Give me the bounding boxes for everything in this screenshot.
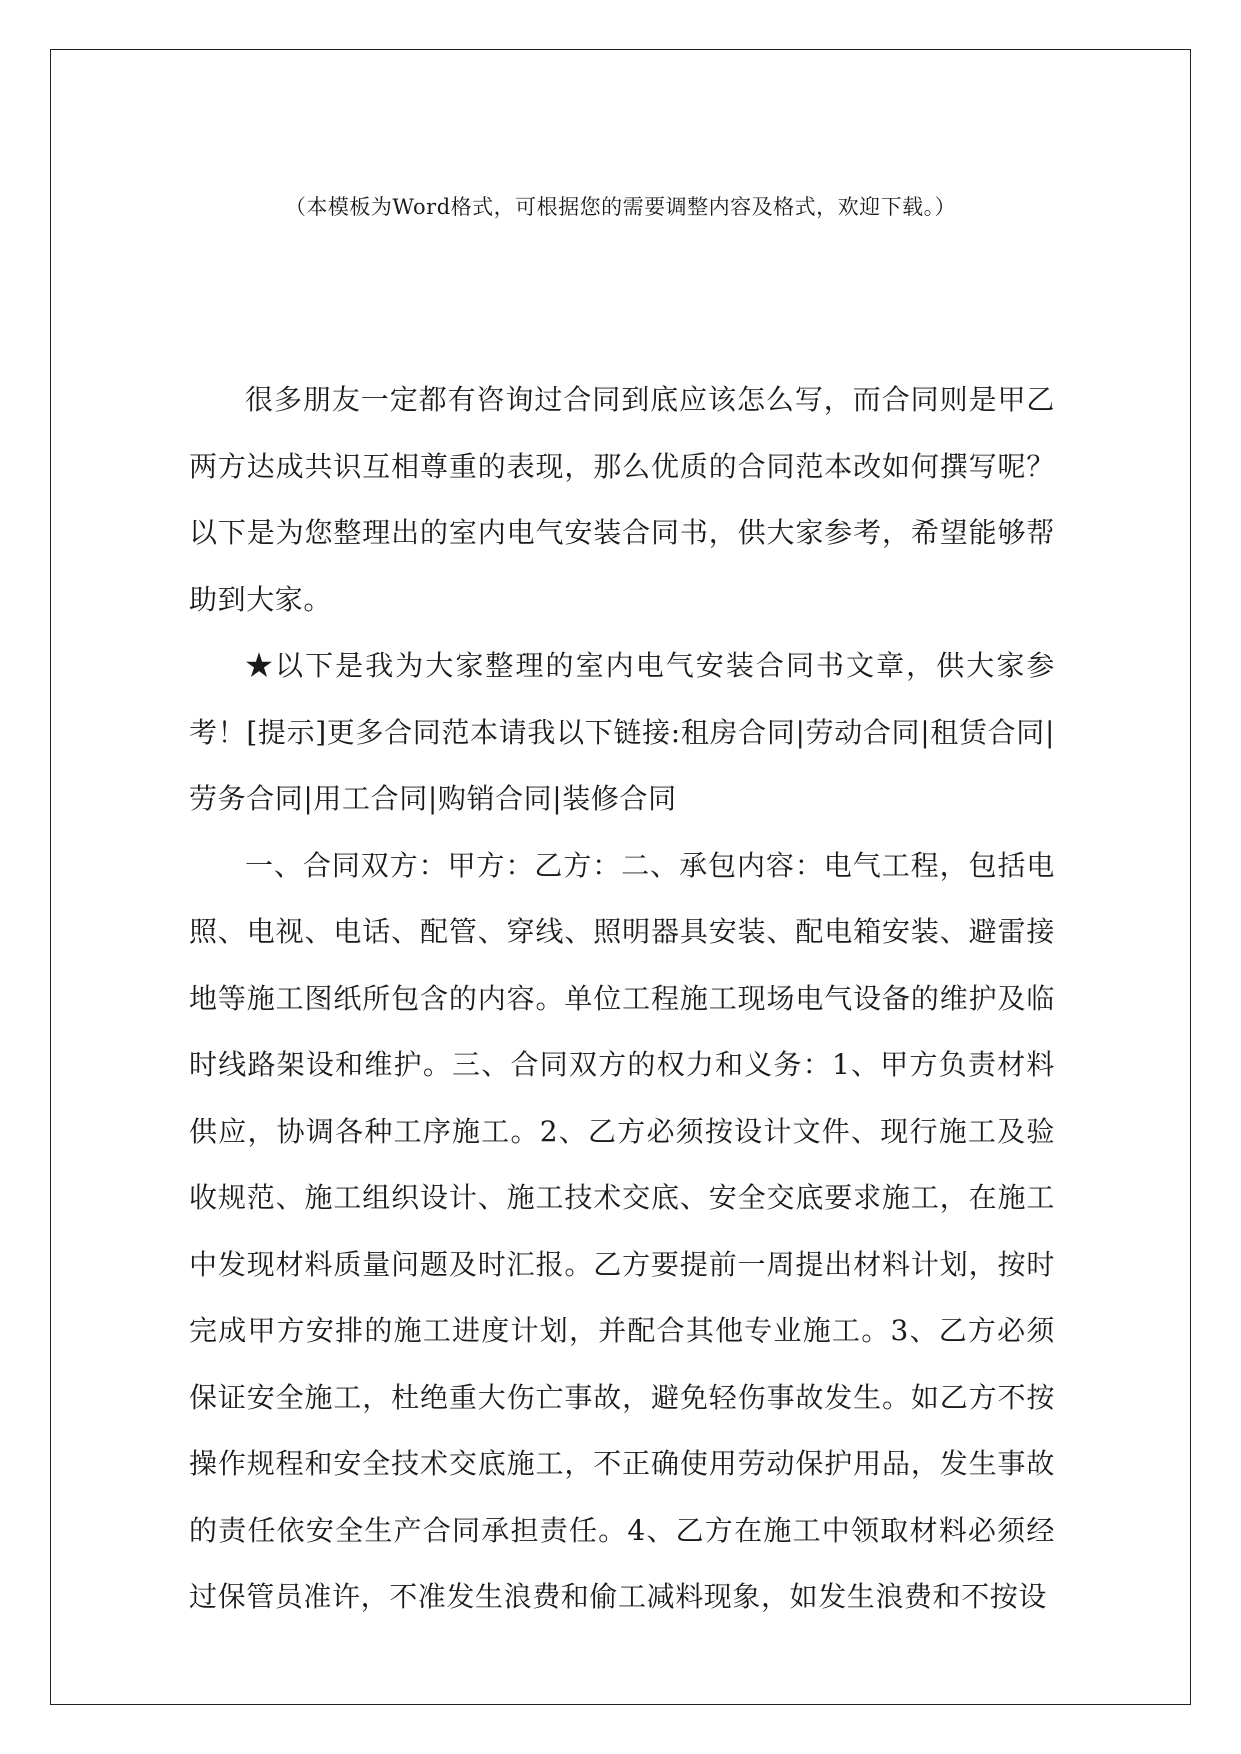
paragraph-links: ★以下是我为大家整理的室内电气安装合同书文章，供大家参考！[提示]更多合同范本请我以下链接:租房合同|劳动合同|租赁合同|劳务合同|用工合同|购销合同|装修合同 [189,649,1055,815]
paragraph-intro: 很多朋友一定都有咨询过合同到底应该怎么写，而合同则是甲乙两方达成共识互相尊重的表现，那么优质的合同范本改如何撰写呢？以下是为您整理出的室内电气安装合同书，供大家参考，希望能够帮助到大家。 [189,383,1055,616]
paragraph-contract-terms: 一、合同双方：甲方：乙方：二、承包内容：电气工程，包括电照、电视、电话、配管、穿线、照明器具安装、配电箱安装、避雷接地等施工图纸所包含的内容。单位工程施工现场电气设备的维护及临时线路架设和维护。三、合同双方的权力和义务：1、甲方负责材料供应，协调各种工序施工。2、乙方必须按设计文件、现行施工及验收规范、施工组织设计、施工技术交底、安全交底要求施工，在施工中发现材料质量问题及时汇报。乙方要提前一周提出材料计划，按时完成甲方安排的施工进度计划，并配合其他专业施工。3、乙方必须保证安全施工，杜绝重大伤亡事故，避免轻伤事故发生。如乙方不按操作规程和安全技术交底施工，不正确使用劳动保护用品，发生事故的责任依安全生产合同承担责任。4、乙方在施工中领取材料必须经过保管员准许，不准发生浪费和偷工减料现象，如发生浪费和不按设 [189,848,1055,1613]
document-body [189,367,1055,1631]
template-note: （本模板为Word格式，可根据您的需要调整内容及格式，欢迎下载。） [284,195,957,219]
